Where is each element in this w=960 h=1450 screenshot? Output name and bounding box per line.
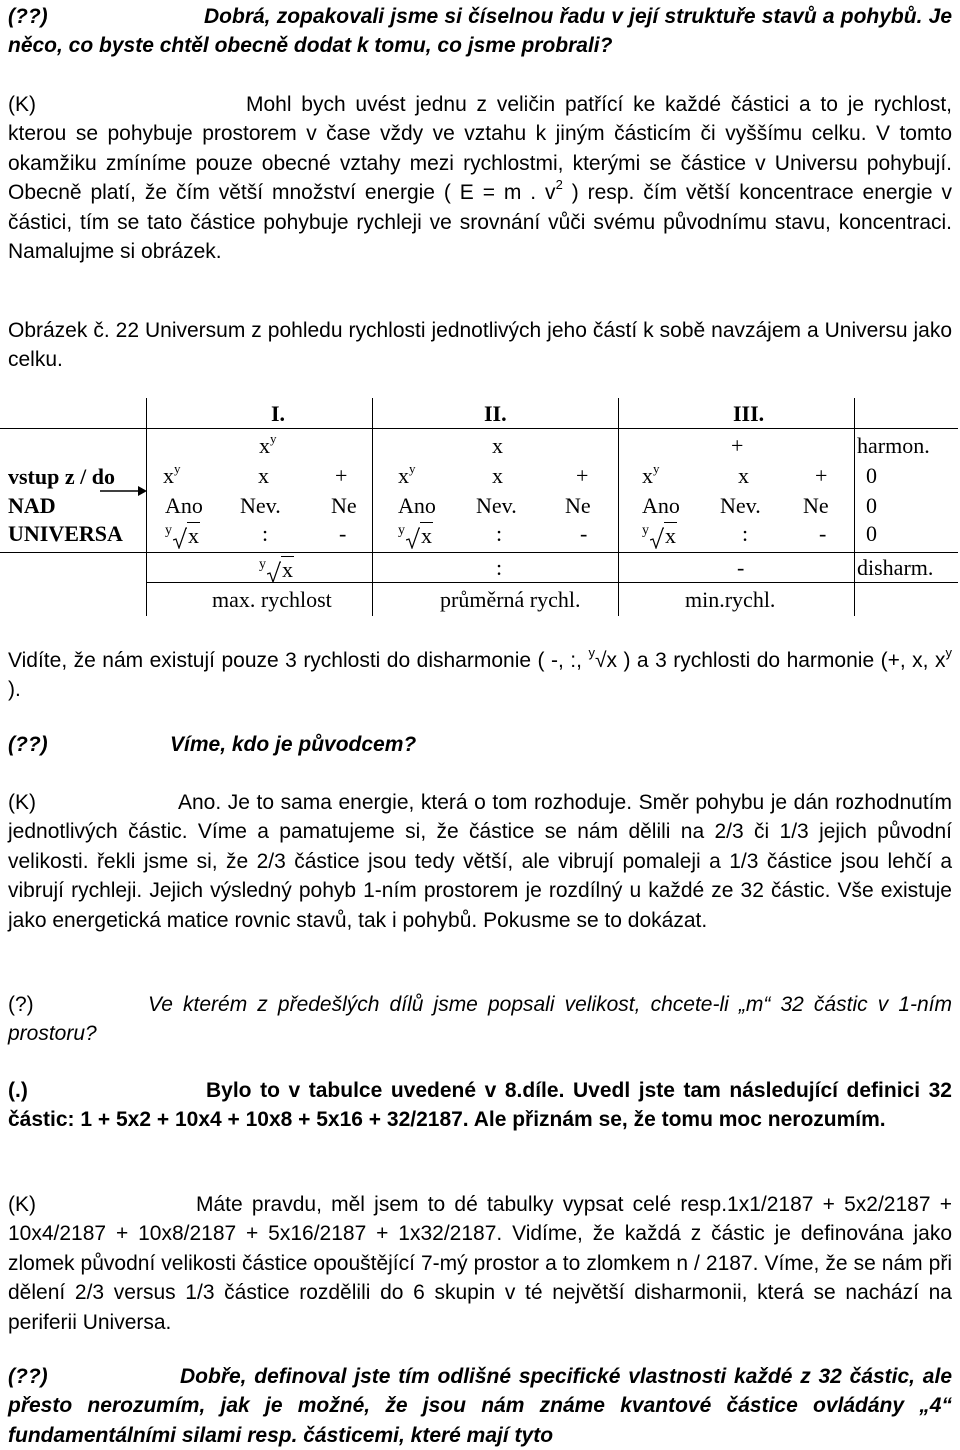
cell-xy-1: $x^y$ <box>163 460 181 488</box>
question-paragraph-7 <box>8 990 952 1049</box>
cell-dash-1: - <box>339 521 347 546</box>
cell-ano-3: Ano <box>642 493 680 518</box>
arrow-icon <box>100 484 148 498</box>
cell-dash-2: - <box>580 521 588 546</box>
speaker-tag: (??) <box>8 5 48 28</box>
speaker-tag: (K) <box>8 1193 36 1216</box>
paragraph-text: Ve kterém z předešlých dílů jsme popsali velikost, chcete-li „m“ 32 částic v 1-ním prostoru? <box>8 993 952 1046</box>
statement-paragraph-8 <box>8 1076 952 1135</box>
speed-diagram <box>0 398 960 618</box>
question-paragraph-1 <box>8 2 952 61</box>
cell-plus-3: + <box>815 463 828 488</box>
cell-zero-1: 0 <box>866 463 877 488</box>
cell-nev-1: Nev. <box>240 493 281 518</box>
top-x-power: $x^y$ <box>259 430 277 458</box>
max-speed-label: max. rychlost <box>212 587 332 612</box>
speaker-tag: (??) <box>8 1365 48 1388</box>
cell-ne-3: Ne <box>803 493 829 518</box>
cell-colon-2: : <box>496 521 503 546</box>
bottom-colon: : <box>496 555 503 580</box>
speaker-tag: (K) <box>8 791 36 814</box>
cell-plus-1: + <box>335 463 348 488</box>
paragraph-text-b: ) resp. čím větší koncentrace energie v částici, tím se tato částice pohybuje rychleji ve srovnání vůči svému původnímu stavu, koncentraci. Namalujme si obrázek. <box>8 181 952 264</box>
column-header-3: III. <box>733 401 765 426</box>
superscript: 2 <box>555 177 563 193</box>
column-header-1: I. <box>271 401 286 426</box>
paragraph-text: Ano. Je to sama energie, která o tom rozhoduje. Směr pohybu je dán rozhodnutím jednotlivých částic. Víme a pamatujeme si, že částice se nám dělili na 2/3 či 1/3 jejich původní velikosti. řekli jsme si, že 2/3 částice jsou tedy větší, ale vibrují pomaleji a 1/3 částice jsou lehčí a vibrují rychleji. Jejich výsledný pohyb 1-ním prostorem je rozdílný u každé ze 32 částic. Vše existuje jako energetická matice rovnic stavů, tak i pohybů. Pokusme se to dokázat. <box>8 791 952 932</box>
cell-x-1: x <box>258 463 269 488</box>
cell-colon-1: : <box>262 521 269 546</box>
bottom-root: $^y$ x <box>259 557 293 582</box>
cell-nev-2: Nev. <box>476 493 517 518</box>
figure-caption <box>8 316 952 375</box>
top-x: x <box>492 433 503 458</box>
paragraph-text: Bylo to v tabulce uvedené v 8.díle. Uvedl jste tam následující definici 32 částic: 1 + 5x2 + 10x4 + 10x8 + 5x16 + 32/2187. Ale přiznám se, že tomu moc nerozumím. <box>8 1079 952 1132</box>
average-speed-label: průměrná rychl. <box>440 587 581 612</box>
above-label: NAD <box>8 493 56 518</box>
cell-ano-2: Ano <box>398 493 436 518</box>
cell-root-2: $^y$ x <box>398 523 432 548</box>
universe-label: UNIVERSA <box>8 521 123 546</box>
column-header-2: II. <box>484 401 507 426</box>
speaker-tag: (.) <box>8 1079 28 1102</box>
entry-label: vstup z / do <box>8 464 115 489</box>
paragraph-text: Máte pravdu, měl jsem to dé tabulky vypsat celé resp.1x1/2187 + 5x2/2187 + 10x4/2187 + 10x8/2187 + 5x16/2187 + 1x32/2187. Vidíme, že každá z částic je definována jako zlomek původní velikosti částice opouštějící 7-mý prostor a to zlomkem n / 2187. Víme, že se nám při dělení 2/3 versus 1/3 částice rozdělili do 6 skupin v té největší disharmonii, která se nachází na periferii Universa. <box>8 1193 952 1334</box>
conclusion-paragraph: Vidíte, že nám existují pouze 3 rychlosti do disharmonie ( -, :, $^y$√x ) a 3 rychlosti do harmonie (+, x, $x^y$ ). <box>8 645 952 702</box>
cell-nev-3: Nev. <box>720 493 761 518</box>
cell-root-3: $^y$ x <box>642 523 676 548</box>
speaker-tag: (?) <box>8 993 34 1016</box>
cell-zero-3: 0 <box>866 521 877 546</box>
answer-paragraph-9 <box>8 1190 952 1337</box>
top-plus: + <box>731 433 744 458</box>
cell-root-1: $^y$ x <box>165 523 199 548</box>
cell-x-3: x <box>738 463 749 488</box>
answer-paragraph-2 <box>8 90 952 266</box>
question-paragraph-5 <box>8 730 952 759</box>
figure-caption-text: Universum z pohledu rychlosti jednotlivých jeho částí k sobě navzájem a Universu jako celku. <box>8 319 952 372</box>
paragraph-text-a: Mohl bych uvést jednu z veličin patřící ke každé částici a to je rychlost, kterou se pohybuje prostorem v čase vždy ve vztahu k jiným částicím či vyššímu celku. V tomto okamžiku zmíníme pouze obecné vztahy mezi rychlostmi, kterými se částice v Universu pohybují. Obecně platí, že čím větší množství energie ( E = m . v <box>8 93 952 205</box>
speaker-tag: (K) <box>8 93 36 116</box>
cell-xy-2: $x^y$ <box>398 460 416 488</box>
paragraph-text: Dobrá, zopakovali jsme si číselnou řadu v její struktuře stavů a pohybů. Je něco, co byste chtěl obecně dodat k tomu, co jsme probrali? <box>8 5 952 58</box>
paragraph-text: Víme, kdo je původcem? <box>170 733 417 756</box>
disharmony-label: disharm. <box>857 555 934 580</box>
harmony-label: harmon. <box>857 433 930 458</box>
cell-plus-2: + <box>576 463 589 488</box>
cell-dash-3: - <box>819 521 827 546</box>
cell-zero-2: 0 <box>866 493 877 518</box>
paragraph-text: Dobře, definoval jste tím odlišné specifické vlastnosti každé z 32 částic, ale přesto nerozumím, jak je možné, že jsou nám známe kvantové částice ovládány „4“ fundamentálními silami resp. částicemi, které mají tyto <box>8 1365 952 1447</box>
cell-xy-3: $x^y$ <box>642 460 660 488</box>
bottom-dash: - <box>737 555 745 580</box>
cell-colon-3: : <box>742 521 749 546</box>
cell-ano-1: Ano <box>165 493 203 518</box>
cell-ne-2: Ne <box>565 493 591 518</box>
cell-x-2: x <box>492 463 503 488</box>
figure-label: Obrázek č. 22 <box>8 319 139 342</box>
speaker-tag: (??) <box>8 733 48 756</box>
answer-paragraph-6 <box>8 788 952 935</box>
question-paragraph-10 <box>8 1362 952 1450</box>
cell-ne-1: Ne <box>331 493 357 518</box>
min-speed-label: min.rychl. <box>685 587 776 612</box>
